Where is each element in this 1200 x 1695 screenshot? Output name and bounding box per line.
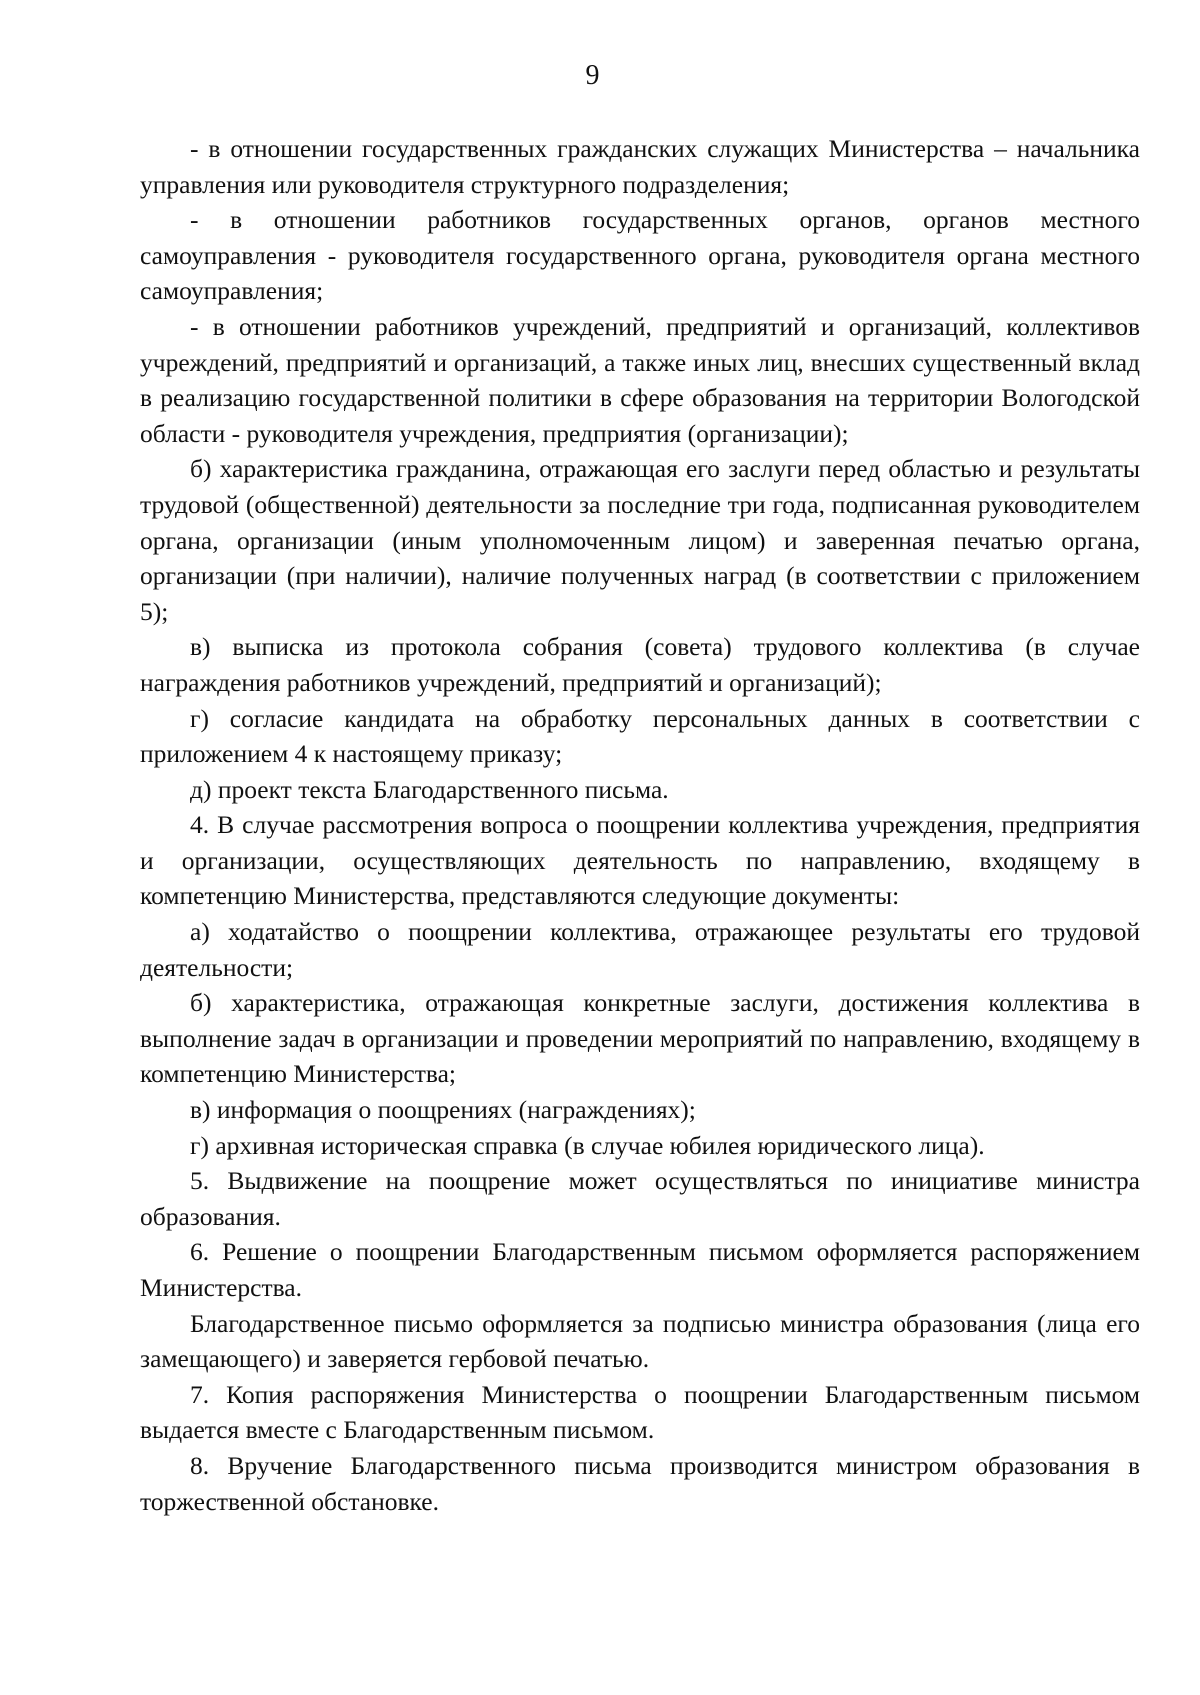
paragraph-section-5: 5. Выдвижение на поощрение может осуществляться по инициативе министра образования.	[140, 1166, 1140, 1231]
paragraph-item-b-characteristic: б) характеристика гражданина, отражающая его заслуги перед областью и результаты трудовой (общественной) деятельности за последние три года, подписанная руководителем органа, организации (иным уполномоченным лицом) и заверенная печатью органа, организации (при наличии), наличие полученных наград (в соответствии с приложением 5);	[140, 454, 1140, 626]
paragraph-state-bodies: - в отношении работников государственных органов, органов местного самоуправления - руководителя государственного органа, руководителя органа местного самоуправления;	[140, 205, 1140, 306]
paragraph-section-6: 6. Решение о поощрении Благодарственным письмом оформляется распоряжением Министерства.	[140, 1237, 1140, 1302]
paragraph-institutions: - в отношении работников учреждений, предприятий и организаций, коллективов учреждений, предприятий и организаций, а также иных лиц, внесших существенный вклад в реализацию государственной политики в сфере образования на территории Вологодской области - руководителя учреждения, предприятия (организации);	[140, 311, 1140, 448]
paragraph-item-d-draft: д) проект текста Благодарственного письма.	[190, 774, 669, 804]
paragraph-item-a-petition: а) ходатайство о поощрении коллектива, отражающее результаты его трудовой деятельности;	[140, 917, 1140, 982]
paragraph-item-b-merits: б) характеристика, отражающая конкретные заслуги, достижения коллектива в выполнение задач в организации и проведении мероприятий по направлению, входящему в компетенцию Министерства;	[140, 988, 1140, 1089]
document-body	[140, 131, 1140, 1519]
paragraph-section-4: 4. В случае рассмотрения вопроса о поощрении коллектива учреждения, предприятия и организации, осуществляющих деятельность по направлению, входящему в компетенцию Министерства, представляются следующие документы:	[140, 810, 1140, 911]
page-number: 9	[585, 60, 600, 91]
paragraph-item-v-extract: в) выписка из протокола собрания (совета) трудового коллектива (в случае награждения работников учреждений, предприятий и организаций);	[140, 632, 1140, 697]
paragraph-item-g-consent: г) согласие кандидата на обработку персональных данных в соответствии с приложением 4 к настоящему приказу;	[140, 703, 1140, 769]
paragraph-signature-note: Благодарственное письмо оформляется за подписью министра образования (лица его замещающего) и заверяется гербовой печатью.	[140, 1308, 1140, 1374]
paragraph-section-8: 8. Вручение Благодарственного письма производится министром образования в торжественной обстановке.	[140, 1450, 1140, 1516]
paragraph-item-v-awards-info: в) информация о поощрениях (награждениях);	[190, 1095, 696, 1125]
paragraph-civil-servants: - в отношении государственных гражданских служащих Министерства – начальника управления или руководителя структурного подразделения;	[140, 134, 1140, 199]
paragraph-section-7: 7. Копия распоряжения Министерства о поощрении Благодарственным письмом выдается вместе с Благодарственным письмом.	[140, 1379, 1140, 1445]
paragraph-item-g-archive: г) архивная историческая справка (в случае юбилея юридического лица).	[190, 1130, 985, 1160]
